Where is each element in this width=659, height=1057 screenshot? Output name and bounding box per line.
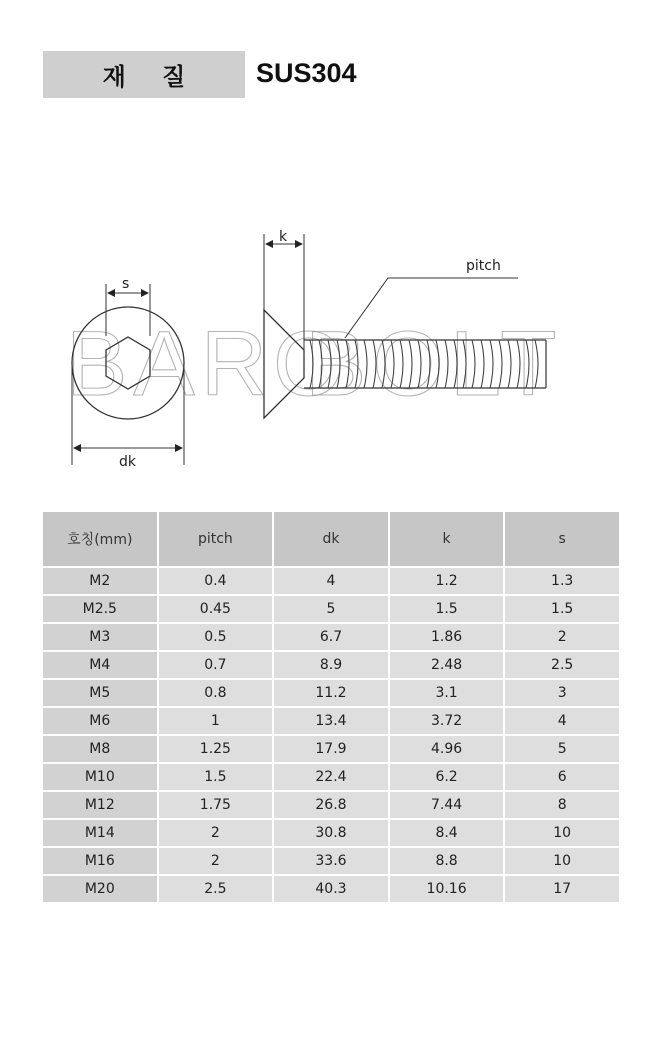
header-nominal: 호칭(mm) <box>43 512 157 566</box>
table-row <box>43 764 619 790</box>
material-label: 재 질 <box>43 51 245 98</box>
table-cell: M4 <box>43 652 157 678</box>
header-pitch: pitch <box>159 512 273 566</box>
dimension-label-pitch: pitch <box>466 258 501 274</box>
table-row <box>43 820 619 846</box>
dimension-label-s: s <box>122 276 130 292</box>
table-cell: 2 <box>159 820 273 846</box>
table-header-row <box>43 512 619 566</box>
dimension-label-k: k <box>279 229 288 245</box>
table-cell: 22.4 <box>274 764 388 790</box>
table-cell: M6 <box>43 708 157 734</box>
table-cell: 3.1 <box>390 680 504 706</box>
table-cell: 11.2 <box>274 680 388 706</box>
table-cell: M10 <box>43 764 157 790</box>
table-cell: 3 <box>505 680 619 706</box>
table-cell: 8.4 <box>390 820 504 846</box>
table-cell: M14 <box>43 820 157 846</box>
table-cell: 2.5 <box>159 876 273 902</box>
table-cell: 1.25 <box>159 736 273 762</box>
table-cell: 8 <box>505 792 619 818</box>
table-cell: 6.7 <box>274 624 388 650</box>
table-cell: M16 <box>43 848 157 874</box>
table-row <box>43 596 619 622</box>
table-cell: 10.16 <box>390 876 504 902</box>
bolt-diagram <box>0 220 659 480</box>
table-cell: 4 <box>274 568 388 594</box>
header-s: s <box>505 512 619 566</box>
table-row <box>43 680 619 706</box>
table-cell: 2.5 <box>505 652 619 678</box>
table-cell: 0.7 <box>159 652 273 678</box>
table-cell: M12 <box>43 792 157 818</box>
table-row <box>43 652 619 678</box>
table-cell: 10 <box>505 848 619 874</box>
table-cell: M20 <box>43 876 157 902</box>
table-cell: 0.4 <box>159 568 273 594</box>
table-cell: 1.5 <box>159 764 273 790</box>
table-cell: 6.2 <box>390 764 504 790</box>
header-dk: dk <box>274 512 388 566</box>
table-cell: 7.44 <box>390 792 504 818</box>
table-cell: 6 <box>505 764 619 790</box>
table-cell: M8 <box>43 736 157 762</box>
table-cell: 2.48 <box>390 652 504 678</box>
table-cell: 8.9 <box>274 652 388 678</box>
table-cell: 26.8 <box>274 792 388 818</box>
table-cell: 0.45 <box>159 596 273 622</box>
table-cell: 1.75 <box>159 792 273 818</box>
table-cell: 5 <box>274 596 388 622</box>
table-cell: 1.5 <box>390 596 504 622</box>
table-cell: 30.8 <box>274 820 388 846</box>
table-cell: 8.8 <box>390 848 504 874</box>
table-cell: M2.5 <box>43 596 157 622</box>
table-cell: 17 <box>505 876 619 902</box>
table-cell: 2 <box>505 624 619 650</box>
header-k: k <box>390 512 504 566</box>
table-cell: 13.4 <box>274 708 388 734</box>
material-value: SUS304 <box>256 58 357 88</box>
table-cell: 33.6 <box>274 848 388 874</box>
table-row <box>43 792 619 818</box>
table-cell: M5 <box>43 680 157 706</box>
table-cell: 0.8 <box>159 680 273 706</box>
table-cell: 1.86 <box>390 624 504 650</box>
table-cell: 40.3 <box>274 876 388 902</box>
table-cell: 1.3 <box>505 568 619 594</box>
table-cell: 4 <box>505 708 619 734</box>
table-cell: 10 <box>505 820 619 846</box>
table-row <box>43 876 619 902</box>
table-cell: 1.2 <box>390 568 504 594</box>
table-row <box>43 848 619 874</box>
table-cell: M2 <box>43 568 157 594</box>
table-row <box>43 736 619 762</box>
table-row <box>43 708 619 734</box>
table-cell: 5 <box>505 736 619 762</box>
table-cell: 4.96 <box>390 736 504 762</box>
table-cell: 3.72 <box>390 708 504 734</box>
table-cell: 2 <box>159 848 273 874</box>
table-cell: 1 <box>159 708 273 734</box>
spec-table <box>41 510 621 904</box>
table-row <box>43 624 619 650</box>
dimension-label-dk: dk <box>119 454 136 470</box>
watermark-right: BOLT <box>305 313 563 415</box>
table-cell: 0.5 <box>159 624 273 650</box>
table-row <box>43 568 619 594</box>
table-cell: 17.9 <box>274 736 388 762</box>
table-cell: 1.5 <box>505 596 619 622</box>
table-cell: M3 <box>43 624 157 650</box>
watermark-left: BARO <box>66 313 351 415</box>
